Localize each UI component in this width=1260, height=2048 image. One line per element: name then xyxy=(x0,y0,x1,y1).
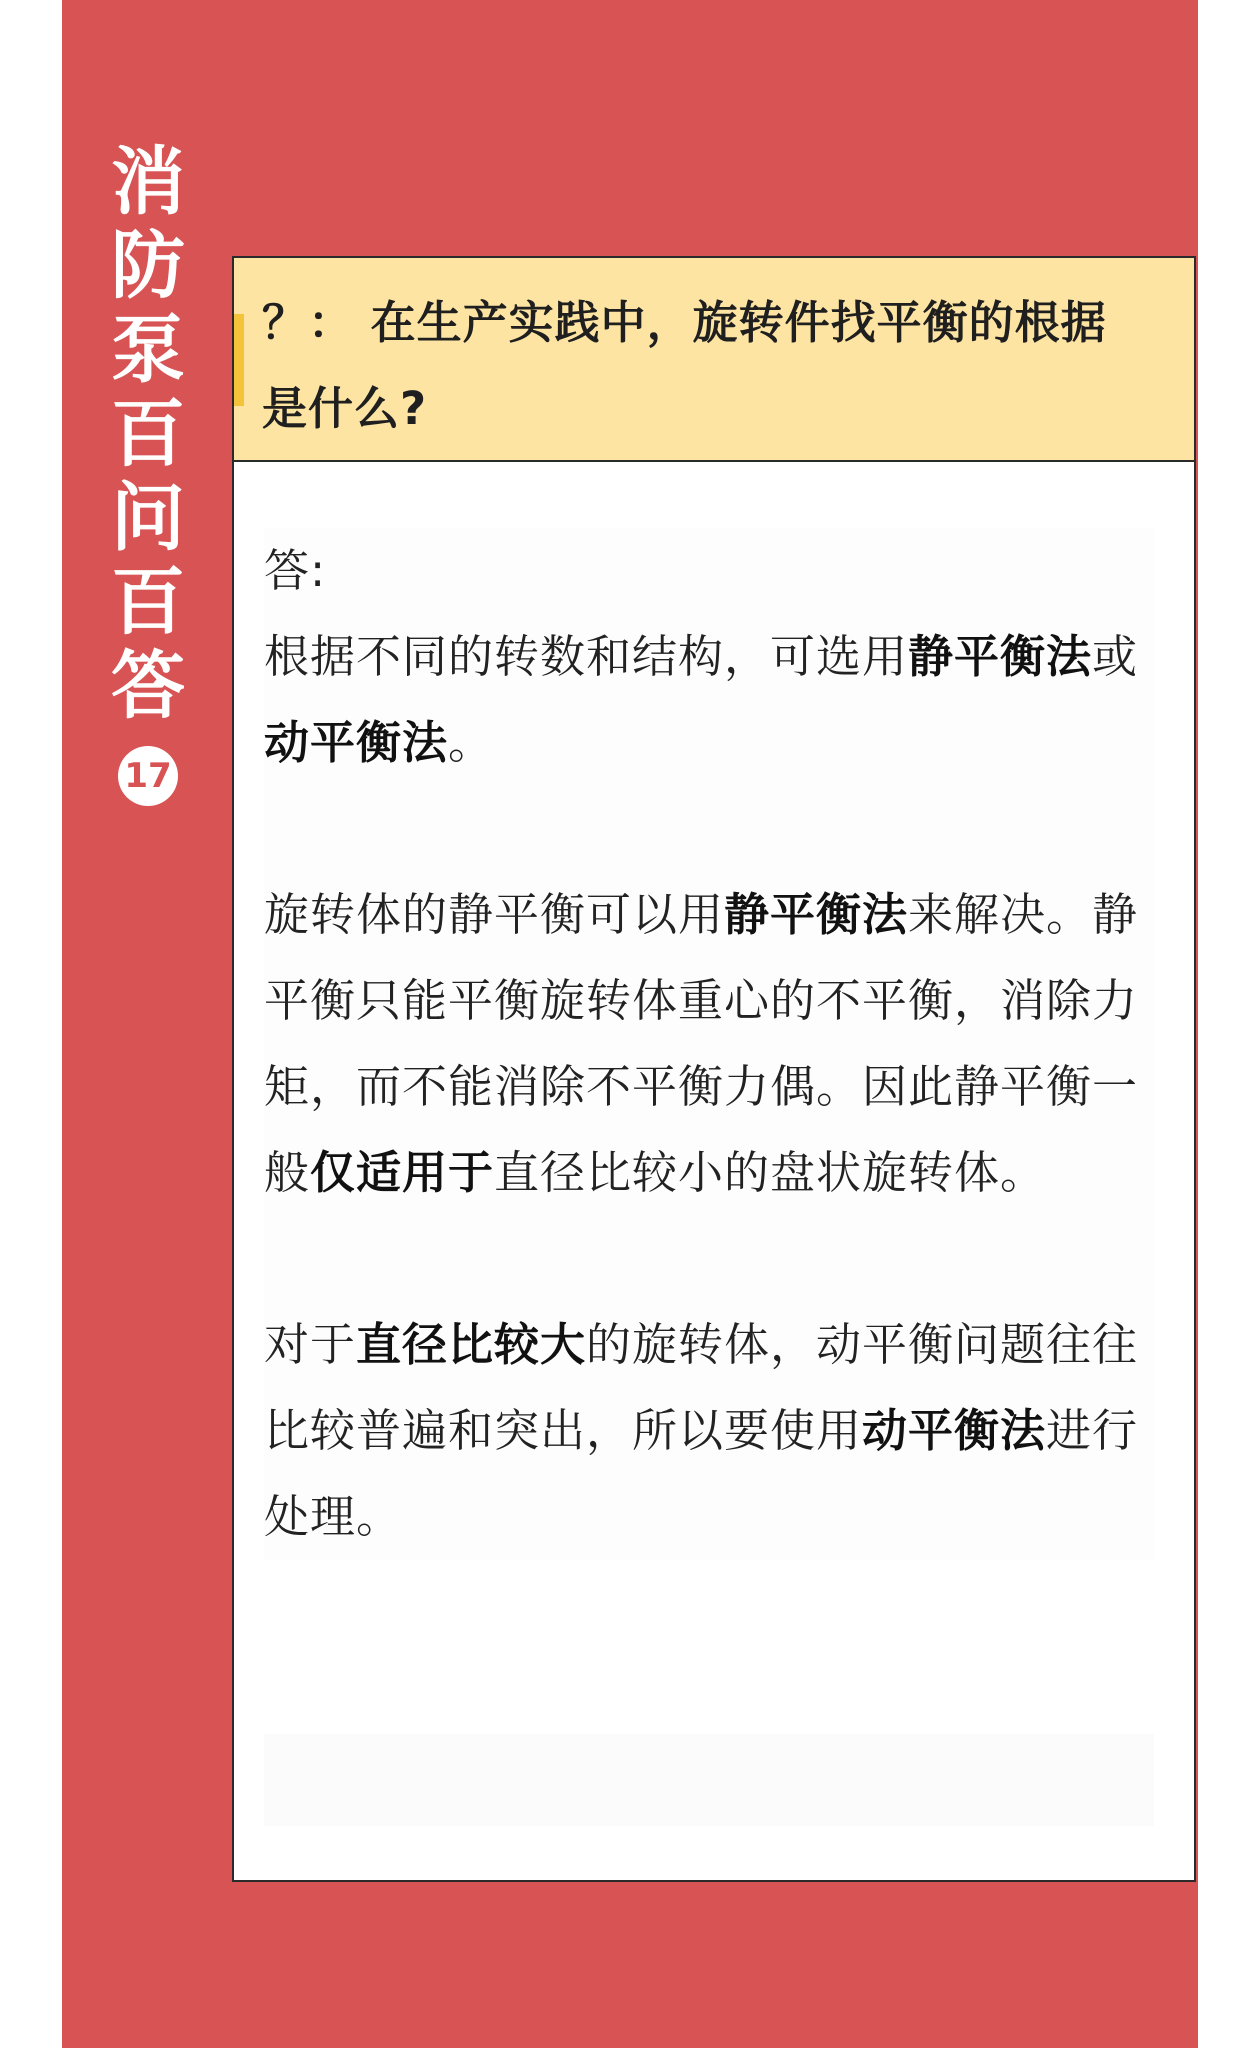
title-char: 百 xyxy=(111,391,185,477)
answer-text: 对于 xyxy=(264,1318,357,1371)
title-char: 答 xyxy=(111,643,185,729)
answer-emphasis: 直径比较大 xyxy=(356,1318,587,1371)
title-char: 消 xyxy=(111,139,185,225)
question-accent-mark xyxy=(234,314,244,406)
answer-body xyxy=(264,528,1154,1560)
answer-emphasis: 动平衡法 xyxy=(862,1404,1047,1457)
title-char: 百 xyxy=(111,559,185,645)
answer-text: 根据不同的转数和结构，可选用 xyxy=(264,630,909,683)
answer-label: 答: xyxy=(264,544,327,597)
answer-emphasis: 动平衡法 xyxy=(264,716,449,769)
answer-text: 或 xyxy=(1092,630,1139,683)
answer-paragraph-3 xyxy=(264,1302,1154,1560)
vertical-title xyxy=(112,140,184,806)
title-char: 防 xyxy=(111,223,185,309)
paragraph-gap xyxy=(264,1216,1154,1302)
answer-emphasis: 仅适用于 xyxy=(310,1146,495,1199)
answer-text: 旋转体的静平衡可以用 xyxy=(264,888,725,941)
paragraph-gap xyxy=(264,786,1154,872)
answer-paragraph-1 xyxy=(264,614,1154,786)
qa-card xyxy=(232,256,1196,1882)
episode-number-badge: 17 xyxy=(118,746,178,806)
answer-text: 。 xyxy=(448,716,495,769)
answer-paragraph-2 xyxy=(264,872,1154,1216)
answer-text: 进行处理。 xyxy=(264,1404,1139,1543)
answer-emphasis: 静平衡法 xyxy=(724,888,909,941)
answer-text: 直径比较小的盘状旋转体。 xyxy=(494,1146,1047,1199)
bottom-shade xyxy=(264,1734,1154,1826)
question-bar xyxy=(234,258,1194,462)
answer-text: 的旋转体，动平衡问题往往比较普遍和突出，所以要使用 xyxy=(264,1318,1139,1457)
question-text: ？： 在生产实践中，旋转件找平衡的根据是什么? xyxy=(262,296,1107,435)
title-char: 问 xyxy=(111,475,185,561)
answer-text: 来解决。静平衡只能平衡旋转体重心的不平衡，消除力矩，而不能消除不平衡力偶。因此静平衡一般 xyxy=(264,888,1139,1199)
answer-emphasis: 静平衡法 xyxy=(908,630,1093,683)
title-char: 泵 xyxy=(111,307,185,393)
